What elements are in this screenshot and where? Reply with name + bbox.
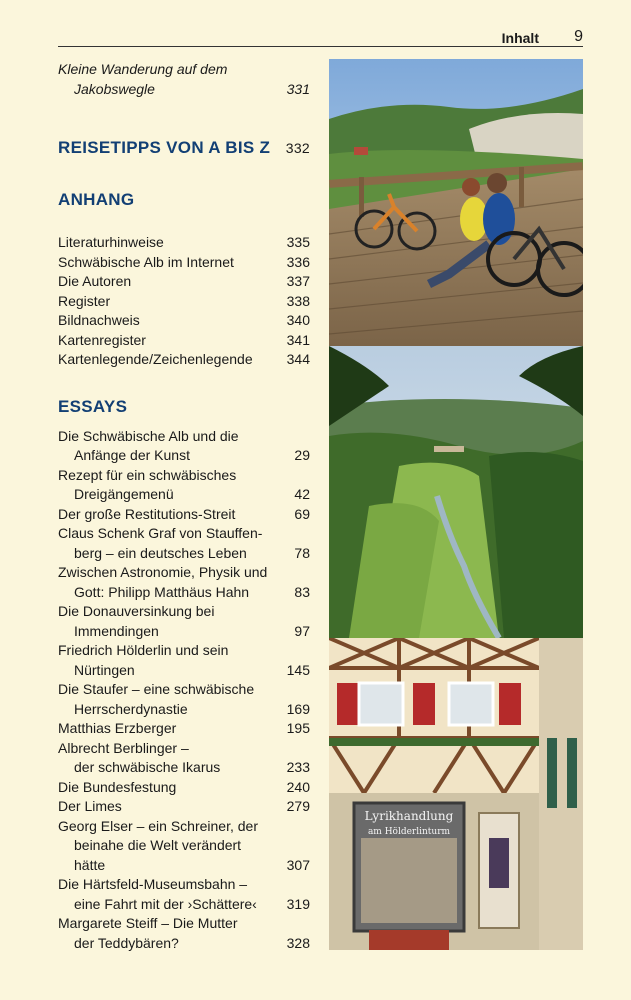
toc-entry[interactable] — [58, 233, 312, 253]
toc-entry-line1: Albrecht Berblinger – — [58, 739, 189, 756]
toc-entry-page: 78 — [294, 544, 310, 561]
toc-entry-line2: Immendingen — [74, 622, 159, 639]
toc-entry[interactable] — [58, 797, 312, 817]
toc-entry[interactable] — [58, 331, 312, 351]
toc-entry[interactable] — [58, 739, 312, 778]
toc-entry-page: 319 — [286, 895, 310, 912]
toc-entry[interactable] — [58, 563, 312, 602]
toc-entry-page: 307 — [286, 856, 310, 873]
toc-entry[interactable] — [58, 719, 312, 739]
toc-entry[interactable] — [58, 914, 312, 953]
toc-entry[interactable] — [58, 680, 312, 719]
toc-entry-line1: Die Bundesfestung — [58, 778, 177, 795]
toc-entry[interactable] — [58, 602, 312, 641]
toc-entry-line1: Die Schwäbische Alb und die — [58, 427, 239, 444]
toc-entry-line1: Kleine Wanderung auf dem — [58, 61, 228, 77]
section-page: 332 — [285, 140, 310, 156]
toc-entry-line1: Die Härtsfeld-Museumsbahn – — [58, 876, 248, 892]
toc-entry-line2: eine Fahrt mit der ›Schättere‹ — [74, 895, 257, 912]
toc-entry-line1: Georg Elser – ein Schreiner, der — [58, 817, 258, 834]
toc-entry[interactable] — [58, 778, 312, 798]
toc-entry-page: 145 — [286, 661, 310, 678]
toc-entry-page: 169 — [286, 700, 310, 717]
toc-entry-line3: hätte — [74, 856, 106, 873]
toc-entry-page: 338 — [286, 292, 310, 309]
toc-entry-line1: Margarete Steiff – Die Mutter — [58, 915, 238, 931]
cyclists-photo — [329, 59, 583, 346]
bookshop-photo — [329, 638, 583, 950]
toc-entry-page: 336 — [286, 253, 310, 270]
section-heading-essays — [58, 396, 312, 418]
toc-entry-page: 97 — [294, 622, 310, 639]
toc-entry-line1: Friedrich Hölderlin und sein — [58, 642, 229, 658]
toc-entry[interactable] — [58, 292, 312, 312]
toc-entry[interactable] — [58, 466, 312, 505]
toc-entry-page: 42 — [294, 486, 310, 502]
toc-entry-line2: der schwäbische Ikarus — [74, 759, 221, 775]
toc-entry-line2: berg – ein deutsches Leben — [74, 544, 247, 561]
page-number: 9 — [574, 28, 583, 45]
toc-entry-title: Kartenlegende/Zeichenlegende — [58, 351, 253, 367]
toc-entry[interactable] — [58, 505, 312, 525]
toc-entry[interactable] — [58, 427, 312, 466]
toc-entry-line2: Dreigängemenü — [74, 486, 174, 502]
toc-entry-line2: Nürtingen — [74, 661, 135, 678]
toc-entry[interactable] — [58, 253, 312, 273]
toc-entry[interactable] — [58, 311, 312, 331]
toc-entry[interactable] — [58, 272, 312, 292]
toc-entry-line2: Gott: Philipp Matthäus Hahn — [74, 583, 250, 600]
toc-entry-line1: Der Limes — [58, 798, 122, 814]
toc-entry-title: Schwäbische Alb im Internet — [58, 253, 234, 270]
section-heading-anhang — [58, 189, 312, 211]
bookshop-sign-line2: am Hölderlinturm — [367, 827, 451, 837]
toc-entry-page: 279 — [286, 798, 310, 814]
toc-entry-page: 337 — [286, 273, 310, 289]
toc-entry-jakobswegle[interactable] — [58, 60, 312, 99]
header-rule — [58, 46, 583, 47]
toc-entry-line1: Matthias Erzberger — [58, 720, 177, 736]
toc-entry[interactable] — [58, 875, 312, 914]
toc-entry-line1: Rezept für ein schwäbisches — [58, 466, 237, 483]
toc-entry-page: 29 — [294, 447, 310, 463]
toc-entry-line2: der Teddybären? — [74, 934, 179, 951]
toc-entry-line1: Der große Restitutions-Streit — [58, 505, 236, 522]
toc-entry-page: 340 — [286, 312, 310, 328]
toc-entry-title: Bildnachweis — [58, 312, 140, 328]
section-title: REISETIPPS VON A BIS Z — [58, 138, 271, 157]
toc-entry-line2: Jakobswegle — [74, 80, 155, 97]
danube-valley-photo — [329, 346, 583, 638]
header-section-label: Inhalt — [501, 30, 539, 46]
toc-entry-title: Kartenregister — [58, 331, 146, 348]
toc-entry-page: 83 — [294, 583, 310, 600]
toc-entry[interactable] — [58, 350, 312, 370]
table-of-contents — [58, 60, 312, 953]
running-header — [58, 28, 583, 48]
toc-entry-page: 233 — [286, 759, 310, 775]
toc-entry-line2: Anfänge der Kunst — [74, 447, 190, 463]
section-title: ESSAYS — [58, 396, 128, 416]
toc-entry[interactable] — [58, 641, 312, 680]
toc-entry-line2: beinahe die Welt verändert — [74, 837, 242, 853]
toc-entry-line1: Die Staufer – eine schwäbische — [58, 681, 255, 697]
toc-entry-line1: Die Donauversinkung bei — [58, 603, 215, 619]
photo-column — [329, 59, 583, 950]
toc-entry-page: 344 — [286, 351, 310, 367]
toc-entry-page: 341 — [286, 331, 310, 348]
toc-entry-title: Literaturhinweise — [58, 234, 164, 250]
section-heading-reisetipps[interactable] — [58, 137, 312, 159]
toc-entry-line1: Claus Schenk Graf von Stauffen- — [58, 525, 263, 541]
essays-list — [58, 427, 312, 954]
toc-entry-title: Register — [58, 292, 111, 309]
toc-entry-title: Die Autoren — [58, 273, 132, 289]
toc-entry[interactable] — [58, 817, 312, 876]
toc-entry-page: 240 — [286, 778, 310, 795]
toc-entry-page: 335 — [286, 234, 310, 250]
anhang-list — [58, 233, 312, 370]
bookshop-sign-line1: Lyrikhandlung — [364, 809, 454, 823]
toc-entry-page: 195 — [286, 720, 310, 736]
section-title: ANHANG — [58, 190, 135, 209]
toc-entry-line1: Zwischen Astronomie, Physik und — [58, 564, 268, 580]
toc-entry-page: 328 — [286, 934, 310, 951]
toc-entry-page: 69 — [294, 505, 310, 522]
toc-entry[interactable] — [58, 524, 312, 563]
toc-entry-page: 331 — [286, 80, 310, 97]
toc-entry-line2: Herrscherdynastie — [74, 700, 188, 717]
